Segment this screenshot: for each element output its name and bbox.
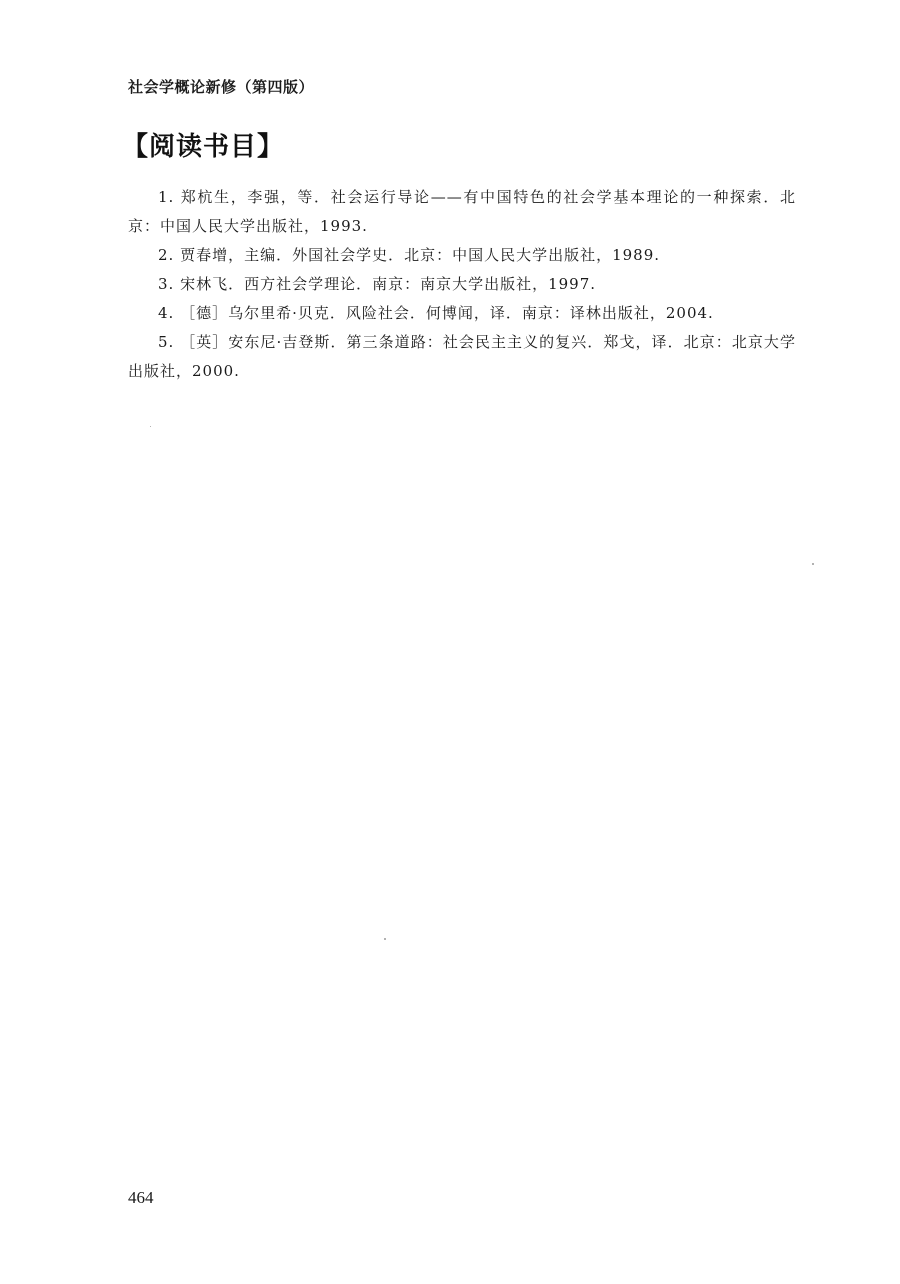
reading-item: 5. ［英］安东尼·吉登斯．第三条道路：社会民主主义的复兴．郑戈，译．北京：北京大学出版社，2000. — [128, 333, 796, 380]
reading-list — [128, 183, 796, 386]
page-number: 464 — [128, 1188, 154, 1207]
running-header: 社会学概论新修（第四版） — [128, 78, 315, 96]
reading-item: 1. 郑杭生，李强，等．社会运行导论——有中国特色的社会学基本理论的一种探索．北京：中国人民大学出版社，1993. — [128, 188, 796, 235]
scan-speck — [384, 938, 386, 940]
reading-item: 4. ［德］乌尔里希·贝克．风险社会．何博闻，译．南京：译林出版社，2004. — [158, 304, 714, 322]
scan-speck — [150, 426, 151, 427]
section-heading: 【阅读书目】 — [122, 132, 285, 162]
reading-item: 2. 贾春增，主编．外国社会学史．北京：中国人民大学出版社，1989. — [158, 246, 661, 264]
reading-item: 3. 宋林飞．西方社会学理论．南京：南京大学出版社，1997. — [158, 275, 597, 293]
scan-speck — [812, 563, 814, 565]
